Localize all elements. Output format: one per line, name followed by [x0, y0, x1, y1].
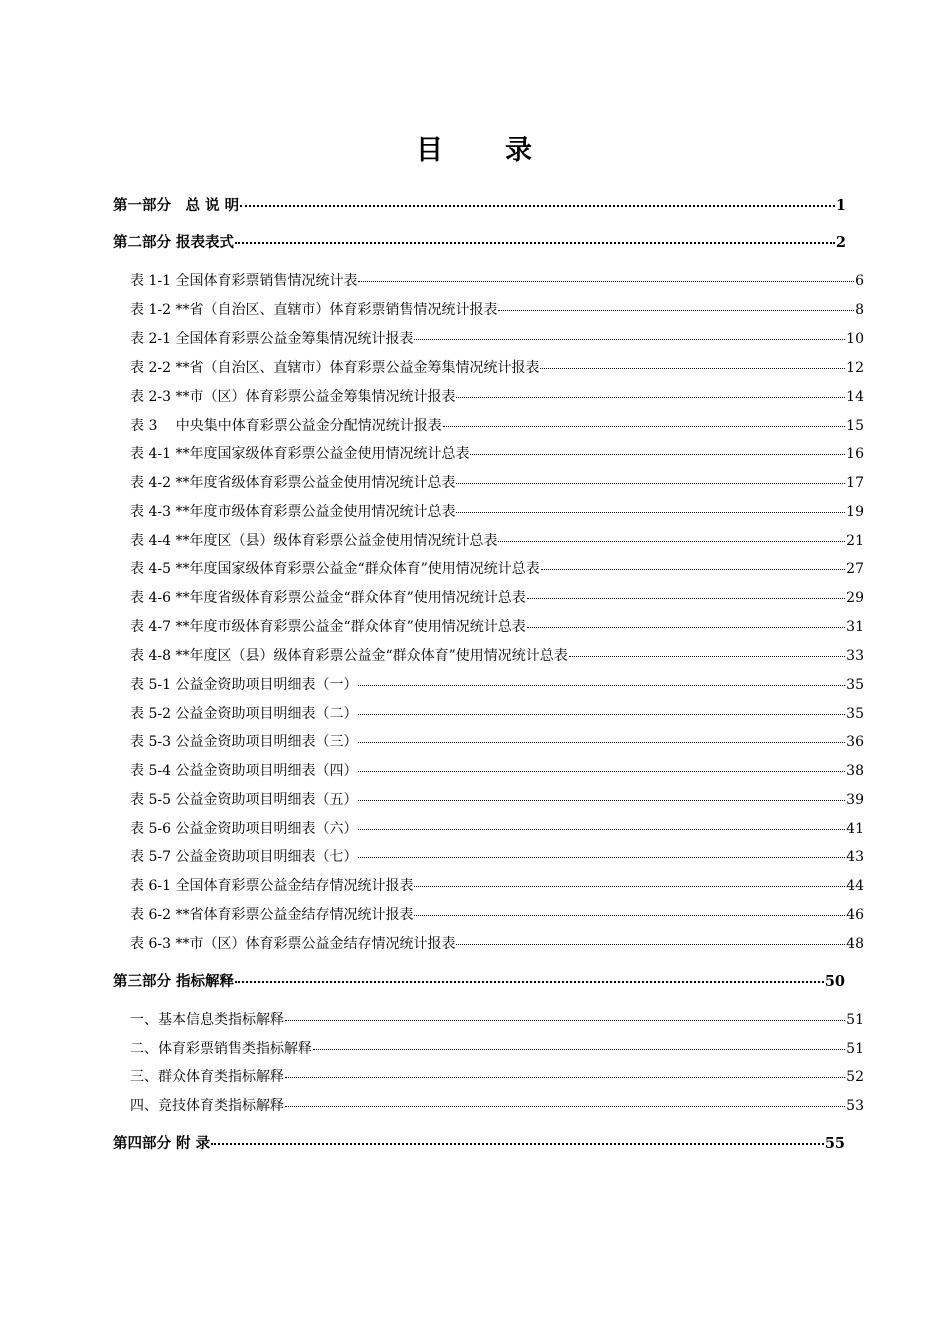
- toc-item[interactable]: [130, 357, 864, 377]
- toc-item-label: 表 4-8 **年度区（县）级体育彩票公益金“群众体育”使用情况统计总表: [130, 648, 568, 664]
- toc-page-number: 51: [846, 1012, 864, 1028]
- dot-leader: [313, 1048, 845, 1050]
- dot-leader: [358, 770, 845, 772]
- dot-leader: [527, 626, 845, 628]
- toc-item[interactable]: [130, 789, 864, 809]
- toc-item[interactable]: [130, 472, 864, 492]
- toc-item[interactable]: [130, 558, 864, 578]
- toc-item-label: 三、群众体育类指标解释: [130, 1069, 284, 1085]
- dot-leader: [211, 1142, 824, 1145]
- dot-leader: [414, 885, 845, 887]
- toc-page-number: 27: [846, 561, 864, 577]
- toc-page-number: 55: [824, 1135, 845, 1152]
- toc-item[interactable]: [130, 818, 864, 838]
- title-char-2: 录: [505, 135, 534, 166]
- toc-page-number: 35: [846, 677, 864, 693]
- toc-page-number: 2: [835, 234, 846, 251]
- toc-item[interactable]: [130, 846, 864, 866]
- dot-leader: [456, 482, 845, 484]
- toc-page-number: 52: [846, 1069, 864, 1085]
- toc-page-number: 19: [846, 504, 864, 520]
- toc-page-number: 39: [846, 792, 864, 808]
- toc-item-label: 表 3 中央集中体育彩票公益金分配情况统计报表: [130, 418, 442, 434]
- dot-leader: [414, 914, 845, 916]
- toc-item-label: 表 6-2 **省体育彩票公益金结存情况统计报表: [130, 907, 414, 923]
- toc-item[interactable]: [130, 1066, 864, 1086]
- toc-page-number: 21: [846, 533, 864, 549]
- dot-leader: [358, 713, 845, 715]
- toc-part-label: 第一部分 总 说 明: [113, 197, 240, 214]
- toc-page-number: 29: [846, 590, 864, 606]
- toc-item-label: 一、基本信息类指标解释: [130, 1012, 284, 1028]
- toc-item[interactable]: [130, 443, 864, 463]
- toc-item-label: 表 6-1 全国体育彩票公益金结存情况统计报表: [130, 878, 414, 894]
- toc-item-label: 表 2-3 **市（区）体育彩票公益金筹集情况统计报表: [130, 389, 456, 405]
- dot-leader: [358, 828, 845, 830]
- dot-leader: [540, 367, 845, 369]
- toc-item[interactable]: [130, 1038, 864, 1058]
- page-title: [0, 128, 950, 167]
- toc-item[interactable]: [130, 530, 864, 550]
- toc-page-number: 6: [855, 273, 864, 289]
- toc-item[interactable]: [130, 645, 864, 665]
- toc-page-number: 44: [846, 878, 864, 894]
- toc-page-number: 33: [846, 648, 864, 664]
- dot-leader: [285, 1019, 845, 1021]
- toc-part-label: 第二部分 报表表式: [113, 234, 235, 251]
- toc-item-label: 表 1-2 **省（自治区、直辖市）体育彩票销售情况统计报表: [130, 302, 498, 318]
- dot-leader: [569, 655, 845, 657]
- dot-leader: [358, 684, 845, 686]
- toc-part-1[interactable]: [113, 194, 846, 215]
- toc-item-label: 表 6-3 **市（区）体育彩票公益金结存情况统计报表: [130, 936, 456, 952]
- toc-item[interactable]: [130, 674, 864, 694]
- dot-leader: [358, 280, 854, 282]
- toc-item[interactable]: [130, 299, 864, 319]
- dot-leader: [414, 338, 845, 340]
- dot-leader: [235, 241, 835, 244]
- toc-item[interactable]: [130, 616, 864, 636]
- dot-leader: [498, 309, 854, 311]
- toc-part-3[interactable]: [113, 970, 845, 991]
- toc-item[interactable]: [130, 415, 864, 435]
- toc-page-number: 31: [846, 619, 864, 635]
- toc-item-label: 表 5-3 公益金资助项目明细表（三）: [130, 734, 358, 750]
- toc-item[interactable]: [130, 270, 864, 290]
- dot-leader: [456, 943, 845, 945]
- toc-item[interactable]: [130, 1009, 864, 1029]
- toc-item-label: 表 5-2 公益金资助项目明细表（二）: [130, 706, 358, 722]
- toc-page-number: 50: [824, 973, 845, 990]
- dot-leader: [527, 597, 845, 599]
- toc-page-number: 53: [846, 1098, 864, 1114]
- toc-item-label: 表 4-5 **年度国家级体育彩票公益金“群众体育”使用情况统计总表: [130, 561, 540, 577]
- toc-item[interactable]: [130, 933, 864, 953]
- toc-page-number: 15: [846, 418, 864, 434]
- toc-item-label: 表 5-5 公益金资助项目明细表（五）: [130, 792, 358, 808]
- toc-item[interactable]: [130, 328, 864, 348]
- toc-part-label: 第四部分 附 录: [113, 1135, 211, 1152]
- toc-page-number: 12: [846, 360, 864, 376]
- toc-item-label: 表 5-1 公益金资助项目明细表（一）: [130, 677, 358, 693]
- toc-item-label: 表 2-2 **省（自治区、直辖市）体育彩票公益金筹集情况统计报表: [130, 360, 540, 376]
- toc-item-label: 表 5-7 公益金资助项目明细表（七）: [130, 849, 358, 865]
- toc-item-label: 表 4-1 **年度国家级体育彩票公益金使用情况统计总表: [130, 446, 470, 462]
- toc-item[interactable]: [130, 731, 864, 751]
- toc-part-label: 第三部分 指标解释: [113, 973, 235, 990]
- toc-item[interactable]: [130, 587, 864, 607]
- toc-page-number: 36: [846, 734, 864, 750]
- dot-leader: [285, 1076, 845, 1078]
- toc-page-number: 10: [846, 331, 864, 347]
- toc-item-label: 二、体育彩票销售类指标解释: [130, 1041, 312, 1057]
- toc-item-label: 四、竞技体育类指标解释: [130, 1098, 284, 1114]
- toc-page-number: 8: [855, 302, 864, 318]
- toc-item-label: 表 4-4 **年度区（县）级体育彩票公益金使用情况统计总表: [130, 533, 498, 549]
- toc-part-2[interactable]: [113, 231, 846, 252]
- dot-leader: [235, 980, 824, 983]
- title-char-1: 目: [416, 135, 445, 166]
- toc-page-number: 48: [846, 936, 864, 952]
- dot-leader: [443, 425, 845, 427]
- toc-page-number: 43: [846, 849, 864, 865]
- dot-leader: [358, 856, 845, 858]
- toc-item[interactable]: [130, 760, 864, 780]
- toc-part-4[interactable]: [113, 1132, 845, 1153]
- toc-item-label: 表 5-4 公益金资助项目明细表（四）: [130, 763, 358, 779]
- toc-item-label: 表 1-1 全国体育彩票销售情况统计表: [130, 273, 358, 289]
- toc-page-number: 17: [846, 475, 864, 491]
- toc-item[interactable]: [130, 875, 864, 895]
- toc-item-label: 表 4-6 **年度省级体育彩票公益金“群众体育”使用情况统计总表: [130, 590, 526, 606]
- toc-page-number: 51: [846, 1041, 864, 1057]
- dot-leader: [498, 540, 845, 542]
- toc-item[interactable]: [130, 1095, 864, 1115]
- toc-item-label: 表 2-1 全国体育彩票公益金筹集情况统计报表: [130, 331, 414, 347]
- dot-leader: [358, 799, 845, 801]
- toc-page-number: 14: [846, 389, 864, 405]
- toc-item[interactable]: [130, 386, 864, 406]
- dot-leader: [456, 511, 845, 513]
- toc-item[interactable]: [130, 501, 864, 521]
- dot-leader: [285, 1105, 845, 1107]
- toc-item-label: 表 4-2 **年度省级体育彩票公益金使用情况统计总表: [130, 475, 456, 491]
- toc-item-label: 表 4-3 **年度市级体育彩票公益金使用情况统计总表: [130, 504, 456, 520]
- toc-page-number: 35: [846, 706, 864, 722]
- toc-item[interactable]: [130, 904, 864, 924]
- toc-page-number: 41: [846, 821, 864, 837]
- toc-page-number: 46: [846, 907, 864, 923]
- toc-page-number: 16: [846, 446, 864, 462]
- toc-item[interactable]: [130, 703, 864, 723]
- dot-leader: [456, 396, 845, 398]
- dot-leader: [541, 568, 845, 570]
- dot-leader: [470, 453, 845, 455]
- dot-leader: [240, 204, 835, 207]
- toc-page-number: 1: [835, 197, 846, 214]
- toc-item-label: 表 5-6 公益金资助项目明细表（六）: [130, 821, 358, 837]
- toc-item-label: 表 4-7 **年度市级体育彩票公益金“群众体育”使用情况统计总表: [130, 619, 526, 635]
- toc-page-number: 38: [846, 763, 864, 779]
- dot-leader: [358, 741, 845, 743]
